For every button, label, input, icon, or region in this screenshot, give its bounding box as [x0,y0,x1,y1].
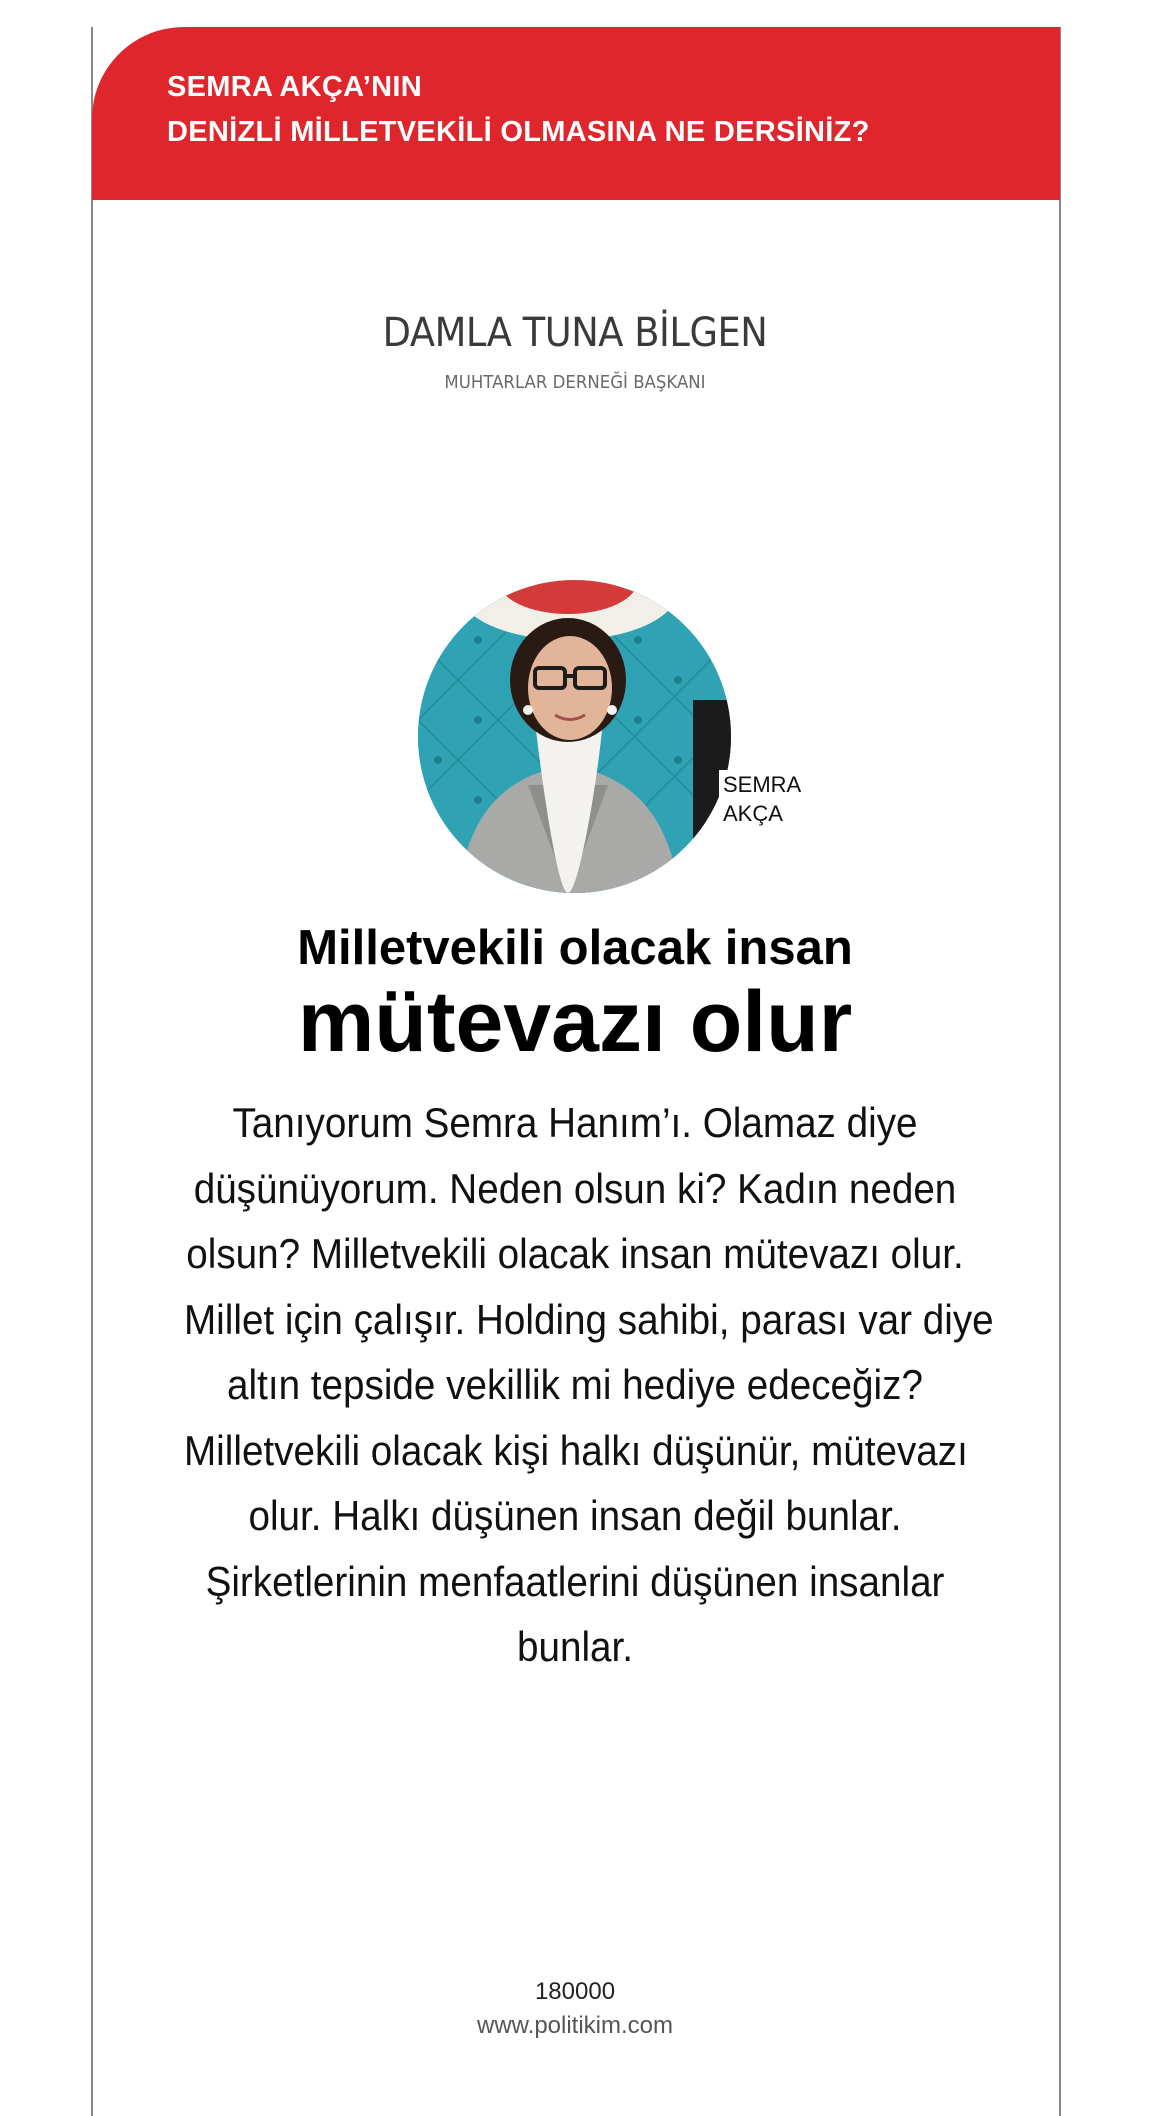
banner-title-line-2: DENİZLİ MİLLETVEKİLİ OLMASINA NE DERSİNİZ? [167,116,870,148]
photo-caption [719,770,805,828]
headline-line-1: Milletvekili olacak insan [297,921,853,975]
portrait-photo [418,580,731,893]
headline-line-2: mütevazı olur [297,974,853,1070]
footer-number: 180000 [534,1978,616,2005]
body-line: altın tepside vekillik mi hediye edeceğiz? [227,1361,923,1408]
header-banner [92,27,1060,200]
body-line: Şirketlerinin menfaatlerini düşünen insanlar [205,1557,945,1605]
banner-title-line-1: SEMRA AKÇA’NIN [167,71,423,103]
body-line: bunlar. [516,1623,634,1670]
body-line: Tanıyorum Semra Hanım’ı. Olamaz diye [232,1099,918,1146]
footer-url[interactable]: www.politikim.com [476,2012,674,2039]
article-body [184,1090,994,1680]
photo-caption-line-1: SEMRA [723,772,802,797]
author-role: MUHTARLAR DERNEĞİ BAŞKANI [444,372,706,393]
body-line: olur. Halkı düşünen insan değil bunlar. [248,1492,902,1539]
body-line: Millet için çalışır. Holding sahibi, parası var diye [184,1295,994,1343]
body-line: Milletvekili olacak kişi halkı düşünür, mütevazı [184,1426,968,1474]
photo-caption-line-2: AKÇA [723,801,783,826]
body-line: düşünüyorum. Neden olsun ki? Kadın neden [193,1164,957,1212]
body-line: olsun? Milletvekili olacak insan mütevazı olur. [186,1230,964,1277]
author-name: DAMLA TUNA BİLGEN [382,310,768,356]
